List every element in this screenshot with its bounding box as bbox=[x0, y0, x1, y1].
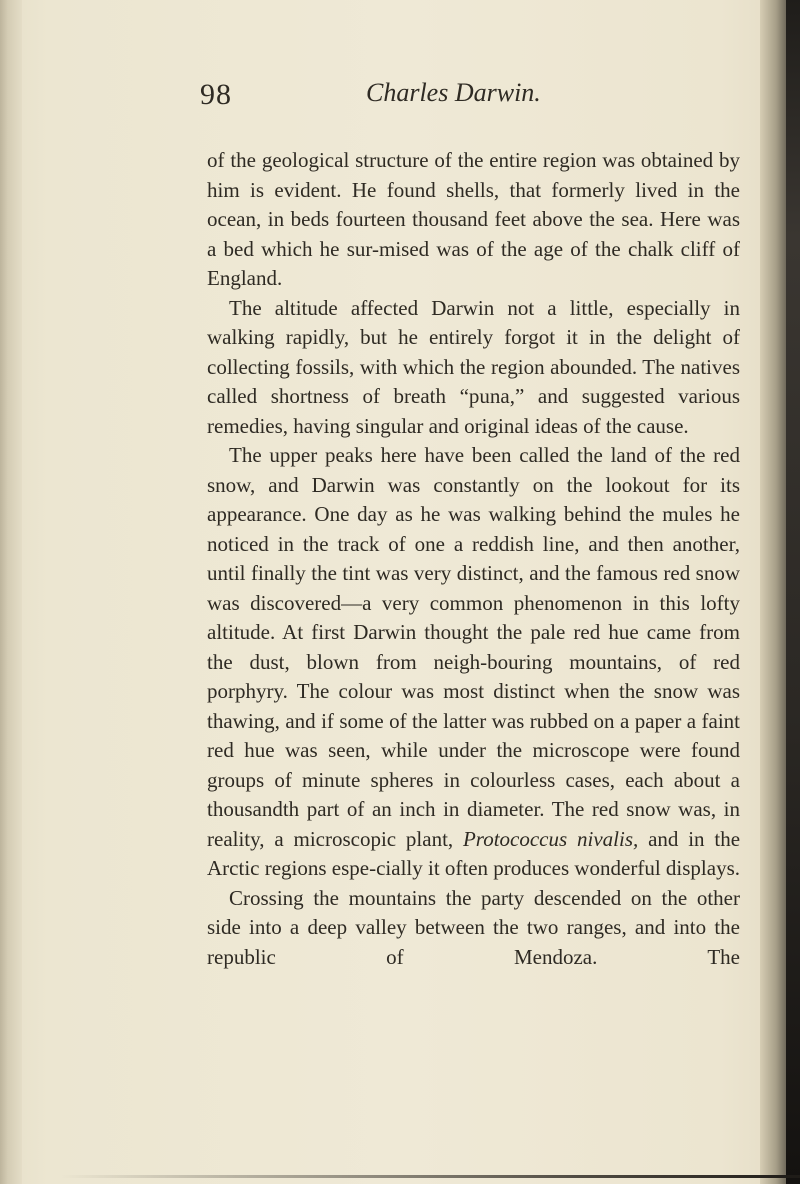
bottom-edge-line bbox=[60, 1175, 800, 1178]
paragraph-3-text-a: The upper peaks here have been called the land of the red snow, and Darwin was constantly on the lookout for its appearance. One day as he was walking behind the mules he noticed in the track of one a reddish line, and then another, until finally the tint was very distinct, and the famous red snow was discovered—a very common phenomenon in this lofty altitude. At first Darwin thought the pale red hue came from the dust, blown from neigh-bouring mountains, of red porphyry. The colour was most distinct when the snow was thawing, and if some of the latter was rubbed on a paper a faint red hue was seen, while under the microscope were found groups of minute spheres in colourless cases, each about a thousandth part of an inch in diameter. The red snow was, in reality, a microscopic plant, bbox=[207, 443, 740, 851]
binding-gutter bbox=[0, 0, 22, 1184]
paragraph-2: The altitude affected Darwin not a little, especially in walking rapidly, but he entirely forgot it in the delight of collecting fossils, with which the region abounded. The natives called shortness of breath “puna,” and suggested various remedies, having singular and original ideas of the cause. bbox=[207, 295, 740, 438]
page-header bbox=[200, 78, 700, 118]
page-number: 98 bbox=[200, 78, 232, 111]
paragraph-1: of the geological structure of the entire region was obtained by him is evident. He found shells, that formerly lived in the ocean, in beds fourteen thousand feet above the sea. Here was a bed which he sur-mised was of the age of the chalk cliff of England. bbox=[207, 148, 740, 290]
body-text bbox=[207, 146, 740, 972]
paragraph-3 bbox=[207, 441, 740, 884]
running-title: Charles Darwin. bbox=[366, 78, 541, 107]
paragraph-3-text-b: and in the Arctic regions espe-cially it often produces wonderful displays. bbox=[207, 826, 741, 880]
page-edge-dark bbox=[786, 0, 800, 1184]
paragraph-4: Crossing the mountains the party descended on the other side into a deep valley between the two ranges, and into the republic of Mendoza. The bbox=[207, 885, 740, 969]
species-name: Protococcus nivalis, bbox=[462, 826, 639, 851]
